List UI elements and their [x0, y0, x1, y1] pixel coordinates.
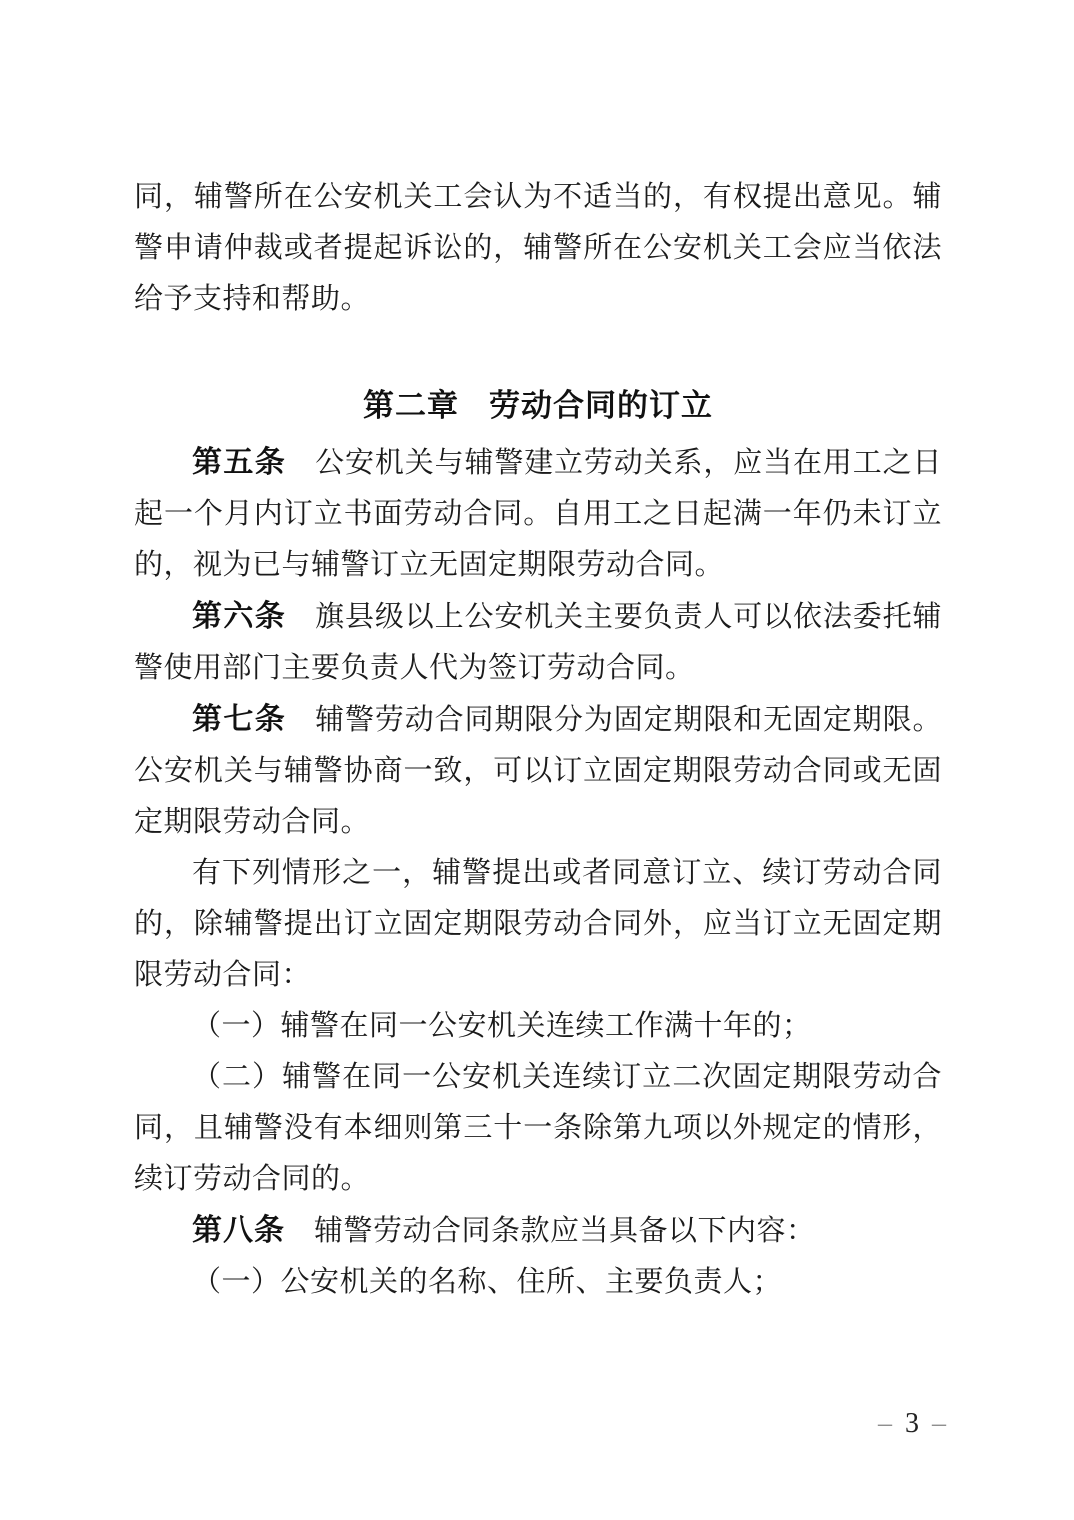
paragraph-unlimited-term-intro: 有下列情形之一，辅警提出或者同意订立、续订劳动合同的，除辅警提出订立固定期限劳动合同外，应当订立无固定期限劳动合同：: [134, 857, 942, 991]
chapter-number: 第二章: [363, 388, 459, 423]
article-6-text: 旗县级以上公安机关主要负责人可以依法委托辅警使用部门主要负责人代为签订劳动合同。: [134, 601, 942, 684]
article-5-text: 公安机关与辅警建立劳动关系，应当在用工之日起一个月内订立书面劳动合同。自用工之日起满一年仍未订立的，视为已与辅警订立无固定期限劳动合同。: [134, 447, 942, 581]
article-6: [134, 591, 942, 694]
paragraph-continuation: 同，辅警所在公安机关工会认为不适当的，有权提出意见。辅警申请仲裁或者提起诉讼的，辅警所在公安机关工会应当依法给予支持和帮助。: [134, 181, 942, 315]
article-8-text: 辅警劳动合同条款应当具备以下内容：: [314, 1215, 816, 1247]
article-8-item-1: （一）公安机关的名称、住所、主要负责人；: [192, 1266, 783, 1298]
article-7-label: 第七条: [192, 703, 287, 736]
page-footer: [878, 1408, 946, 1440]
footer-dash-left: –: [878, 1408, 892, 1439]
article-5: [134, 437, 942, 591]
list-item-2: （二）辅警在同一公安机关连续订立二次固定期限劳动合同，且辅警没有本细则第三十一条除第九项以外规定的情形，续订劳动合同的。: [134, 1061, 942, 1195]
article-8-label: 第八条: [192, 1214, 285, 1247]
article-7-text: 辅警劳动合同期限分为固定期限和无固定期限。公安机关与辅警协商一致，可以订立固定期限劳动合同或无固定期限劳动合同。: [134, 704, 942, 838]
document-body: [134, 172, 942, 1308]
chapter-title: 劳动合同的订立: [489, 388, 713, 423]
article-8: [134, 1205, 942, 1257]
page-number: 3: [905, 1408, 919, 1439]
list-item-1: （一）辅警在同一公安机关连续工作满十年的；: [192, 1010, 812, 1042]
chapter-heading: [134, 380, 942, 431]
article-5-label: 第五条: [192, 446, 287, 479]
article-6-label: 第六条: [192, 600, 287, 633]
article-7: [134, 694, 942, 848]
footer-dash-right: –: [932, 1408, 946, 1439]
